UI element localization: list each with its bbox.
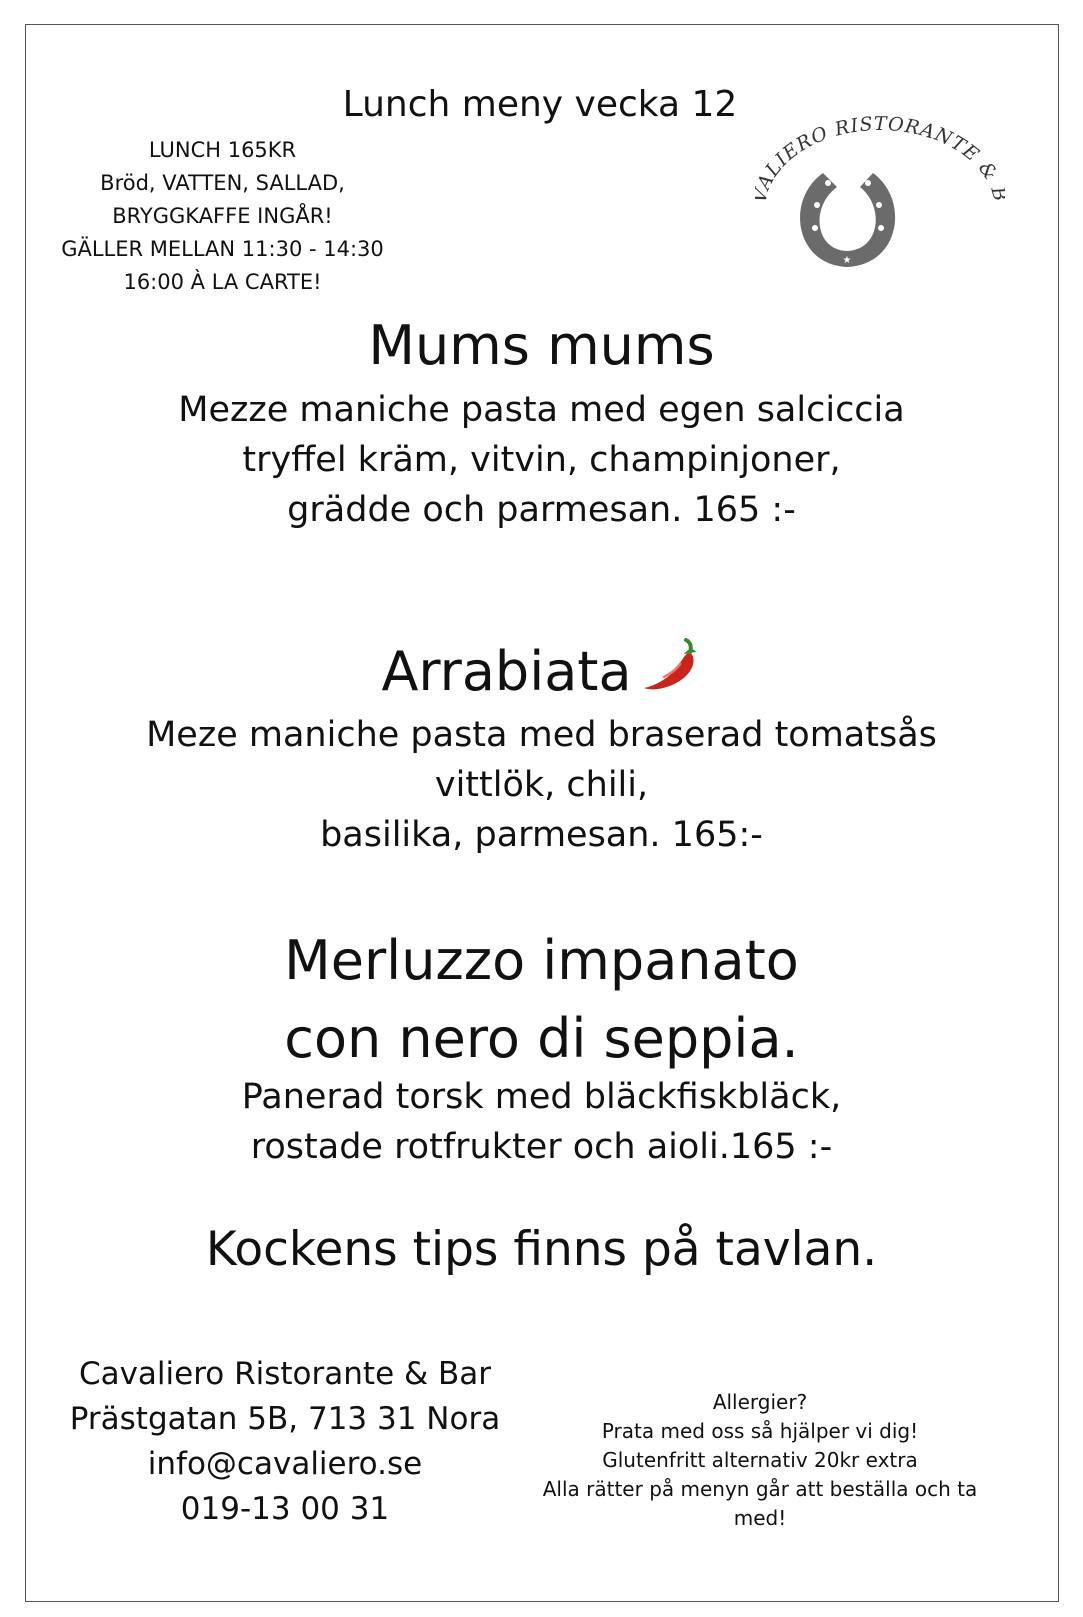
dish-description-line: vittlök, chili,: [434, 765, 649, 805]
logo-text: ALIERO RISTORANTE &: [755, 115, 1003, 193]
allergy-line: Allergier?: [712, 1390, 808, 1414]
allergy-notice: [520, 1388, 1000, 1533]
dish-title: Arrabiata: [381, 640, 632, 703]
restaurant-name: Cavaliero Ristorante & Bar: [78, 1356, 492, 1392]
allergy-line: Prata med oss så hjälper vi dig!: [601, 1419, 919, 1443]
dish-description-line: rostade rotfrukter och aioli.165 :-: [250, 1127, 833, 1167]
chef-tip: Kockens tips finns på tavlan.: [205, 1222, 878, 1277]
dish-description-line: basilika, parmesan. 165:-: [320, 815, 763, 855]
dish-description-line: Meze maniche pasta med braserad tomatsås: [146, 715, 937, 755]
horseshoe-icon: [800, 173, 895, 267]
contact-info: [60, 1352, 510, 1532]
allergy-line: Alla rätter på menyn går att beställa och ta med!: [542, 1477, 978, 1530]
chili-pepper-icon: [640, 638, 702, 696]
restaurant-logo: [755, 115, 1005, 285]
lunch-info-line: 16:00 À LA CARTE!: [123, 270, 322, 294]
svg-text:★: ★: [842, 255, 852, 266]
dish-description-line: grädde och parmesan. 165 :-: [287, 490, 796, 530]
restaurant-email: info@cavaliero.se: [147, 1446, 423, 1482]
dish-title: Mums mums: [368, 314, 715, 377]
menu-week-title: Lunch meny vecka 12: [342, 84, 738, 125]
dish-description: [0, 1072, 1083, 1172]
dish-description-line: Mezze maniche pasta med egen salciccia: [178, 390, 905, 430]
lunch-info-line: GÄLLER MELLAN 11:30 - 14:30: [61, 237, 384, 261]
dish-description: [0, 385, 1083, 535]
restaurant-phone: 019-13 00 31: [180, 1491, 390, 1527]
dish-description: [0, 710, 1083, 860]
dish-title: [0, 922, 1083, 1078]
dish-title-row: [0, 638, 1083, 703]
lunch-info-line: LUNCH 165KR: [148, 138, 297, 162]
lunch-info-line: BRYGGKAFFE INGÅR!: [112, 204, 333, 228]
dish-description-line: Panerad torsk med bläckfiskbläck,: [241, 1077, 842, 1117]
lunch-info-line: Bröd, VATTEN, SALLAD,: [100, 171, 345, 195]
restaurant-address: Prästgatan 5B, 713 31 Nora: [69, 1401, 501, 1437]
dish-title-line: Merluzzo impanato: [284, 929, 799, 992]
lunch-info: [50, 134, 395, 299]
dish-description-line: tryffel kräm, vitvin, champinjoner,: [242, 440, 841, 480]
allergy-line: Glutenfritt alternativ 20kr extra: [602, 1448, 918, 1472]
dish-title-line: con nero di seppia.: [284, 1007, 799, 1070]
